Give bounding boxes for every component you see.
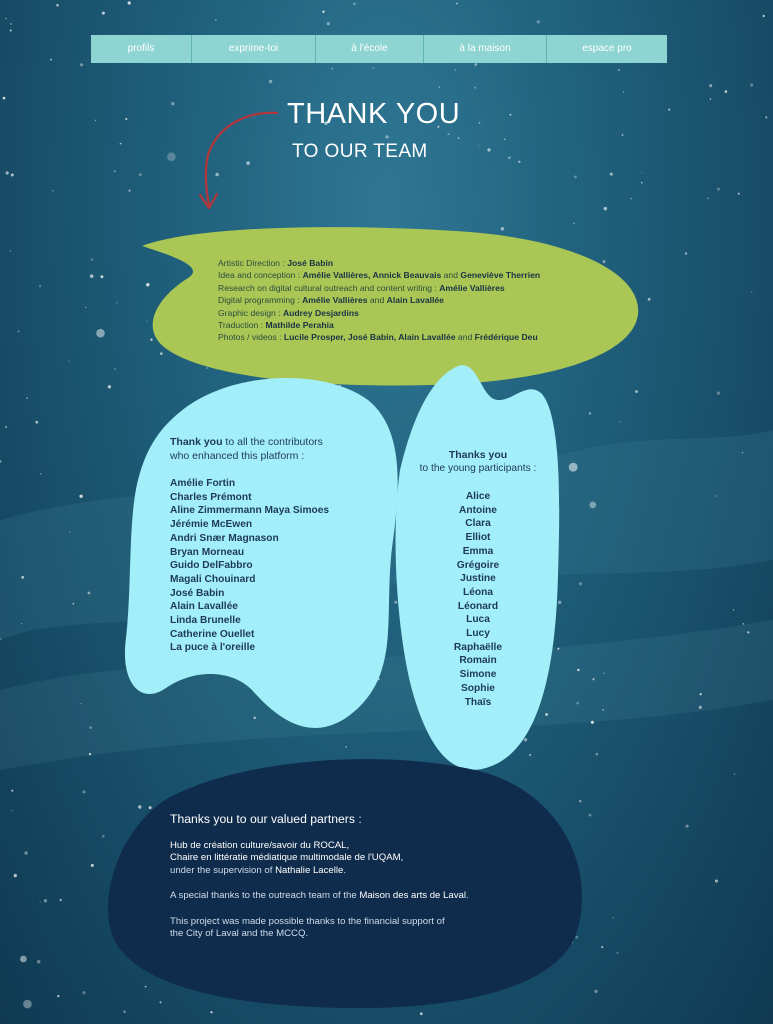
contributor-name: Alain Lavallée bbox=[170, 601, 238, 613]
partners-hubs bbox=[170, 840, 469, 878]
nav-item-profils[interactable]: profils bbox=[91, 35, 192, 63]
contributor-name: Charles Prémont bbox=[170, 491, 252, 503]
participant-name: Clara bbox=[465, 518, 491, 530]
credit-name: Amélie Vallières bbox=[302, 295, 368, 306]
participant-name: Thaïs bbox=[464, 696, 492, 708]
contributor-name: Amélie Fortin bbox=[170, 478, 236, 489]
contributors-intro bbox=[170, 435, 329, 463]
credit-role: Digital programming : bbox=[218, 295, 303, 306]
credit-role: Photos / videos : bbox=[218, 332, 284, 343]
participants-intro-bold: Thanks you bbox=[448, 449, 508, 461]
main-nav bbox=[91, 35, 667, 63]
contributor-name: Aline Zimmermann Maya Simoes bbox=[170, 505, 330, 517]
participant-name: Simone bbox=[459, 669, 497, 681]
credit-role: Research on digital cultural outreach and content writing : bbox=[218, 282, 440, 293]
credit-role: Traduction : bbox=[218, 320, 266, 331]
participant-name: Luca bbox=[466, 614, 490, 626]
credit-name: José Babin bbox=[287, 258, 334, 268]
participant-name: Alice bbox=[465, 491, 491, 502]
team-credits bbox=[218, 257, 540, 344]
credit-connector: and bbox=[441, 270, 461, 281]
participant-name: Grégoire bbox=[456, 559, 500, 571]
participant-name: Romain bbox=[459, 655, 497, 667]
participants-list bbox=[403, 490, 553, 709]
contributors-list bbox=[170, 477, 329, 655]
nav-item-exprime-toi[interactable]: exprime-toi bbox=[192, 35, 316, 63]
support-line2: the City of Laval and the MCCQ. bbox=[170, 928, 309, 939]
credit-row bbox=[218, 294, 540, 306]
participant-name: Raphaëlle bbox=[453, 641, 503, 653]
participant-name: Léonard bbox=[457, 600, 499, 612]
credit-role: Graphic design : bbox=[218, 307, 283, 318]
partners-heading-text: Thanks you to our valued partners bbox=[170, 812, 355, 826]
partners-section bbox=[170, 813, 469, 954]
contributor-name: Magali Chouinard bbox=[170, 573, 256, 585]
partners-heading-suffix: : bbox=[354, 812, 362, 826]
participant-name: Justine bbox=[460, 573, 496, 585]
credit-row bbox=[218, 319, 540, 331]
contributors-section bbox=[170, 435, 329, 655]
contributors-intro-bold: Thank you bbox=[170, 436, 223, 448]
credit-name: Audrey Desjardins bbox=[282, 307, 359, 318]
partners-line1: Hub de création culture/savoir du ROCAL, bbox=[170, 839, 350, 851]
credit-name: Amélie Vallières, Annick Beauvais bbox=[302, 270, 442, 281]
credit-row bbox=[218, 269, 540, 281]
contributor-name: La puce à l'oreille bbox=[170, 642, 256, 654]
nav-item-espace-pro[interactable]: espace pro bbox=[547, 35, 667, 63]
credit-role: Artistic Direction : bbox=[218, 258, 288, 268]
nav-item-a-l-ecole[interactable]: à l'école bbox=[316, 35, 424, 63]
credit-connector: and bbox=[367, 295, 387, 306]
participant-name: Emma bbox=[462, 545, 494, 557]
contributors-intro-line2: who enhanced this platform : bbox=[170, 450, 305, 462]
special-thanks-post: . bbox=[465, 890, 469, 901]
partners-line2: Chaire en littératie médiatique multimodale de l'UQAM, bbox=[170, 852, 404, 863]
credit-name: Frédérique Deu bbox=[474, 332, 538, 343]
credit-name: Lucile Prosper, José Babin, Alain Lavallée bbox=[283, 332, 456, 343]
partners-special-thanks bbox=[170, 890, 469, 903]
participant-name: Léona bbox=[462, 586, 493, 598]
partners-line3-post: . bbox=[343, 864, 347, 876]
partners-line3-pre: under the supervision of bbox=[170, 864, 276, 876]
special-thanks-pre: A special thanks to the outreach team of the bbox=[170, 890, 360, 901]
contributor-name: Guido DelFabbro bbox=[170, 560, 253, 572]
credit-name: Alain Lavallée bbox=[386, 295, 444, 306]
partners-financial-support bbox=[170, 916, 469, 941]
credit-name: Geneviève Therrien bbox=[460, 270, 541, 281]
support-line1: This project was made possible thanks to the financial support of bbox=[170, 915, 445, 927]
credit-row bbox=[218, 257, 540, 269]
partners-heading bbox=[170, 813, 469, 826]
contributor-name: Bryan Morneau bbox=[170, 546, 245, 558]
contributors-intro-rest: to all the contributors bbox=[222, 436, 323, 448]
partners-supervisor-name: Nathalie Lacelle bbox=[275, 864, 344, 876]
credit-name: Amélie Vallières bbox=[439, 282, 505, 293]
page-subtitle: TO OUR TEAM bbox=[292, 141, 428, 162]
participant-name: Sophie bbox=[461, 682, 495, 694]
curved-arrow-icon bbox=[195, 105, 285, 215]
credit-row bbox=[218, 282, 540, 294]
participant-name: Antoine bbox=[459, 504, 497, 516]
contributor-name: Andri Snær Magnason bbox=[170, 532, 279, 544]
contributor-name: José Babin bbox=[170, 587, 225, 599]
credit-connector: and bbox=[455, 332, 475, 343]
participants-section bbox=[403, 448, 553, 709]
participants-intro-line2: to the young participants : bbox=[419, 463, 537, 474]
special-thanks-name: Maison des arts de Laval bbox=[359, 890, 466, 901]
contributor-name: Jérémie McEwen bbox=[170, 519, 253, 531]
credit-row bbox=[218, 331, 540, 343]
page-title: THANK YOU bbox=[287, 98, 461, 130]
contributor-name: Catherine Ouellet bbox=[170, 628, 255, 640]
nav-item-a-la-maison[interactable]: à la maison bbox=[424, 35, 547, 63]
credit-row bbox=[218, 307, 540, 319]
contributor-name: Linda Brunelle bbox=[170, 615, 241, 627]
participant-name: Elliot bbox=[465, 532, 491, 544]
credit-name: Mathilde Perahia bbox=[265, 320, 334, 331]
participant-name: Lucy bbox=[466, 628, 490, 640]
credit-role: Idea and conception : bbox=[218, 270, 303, 281]
